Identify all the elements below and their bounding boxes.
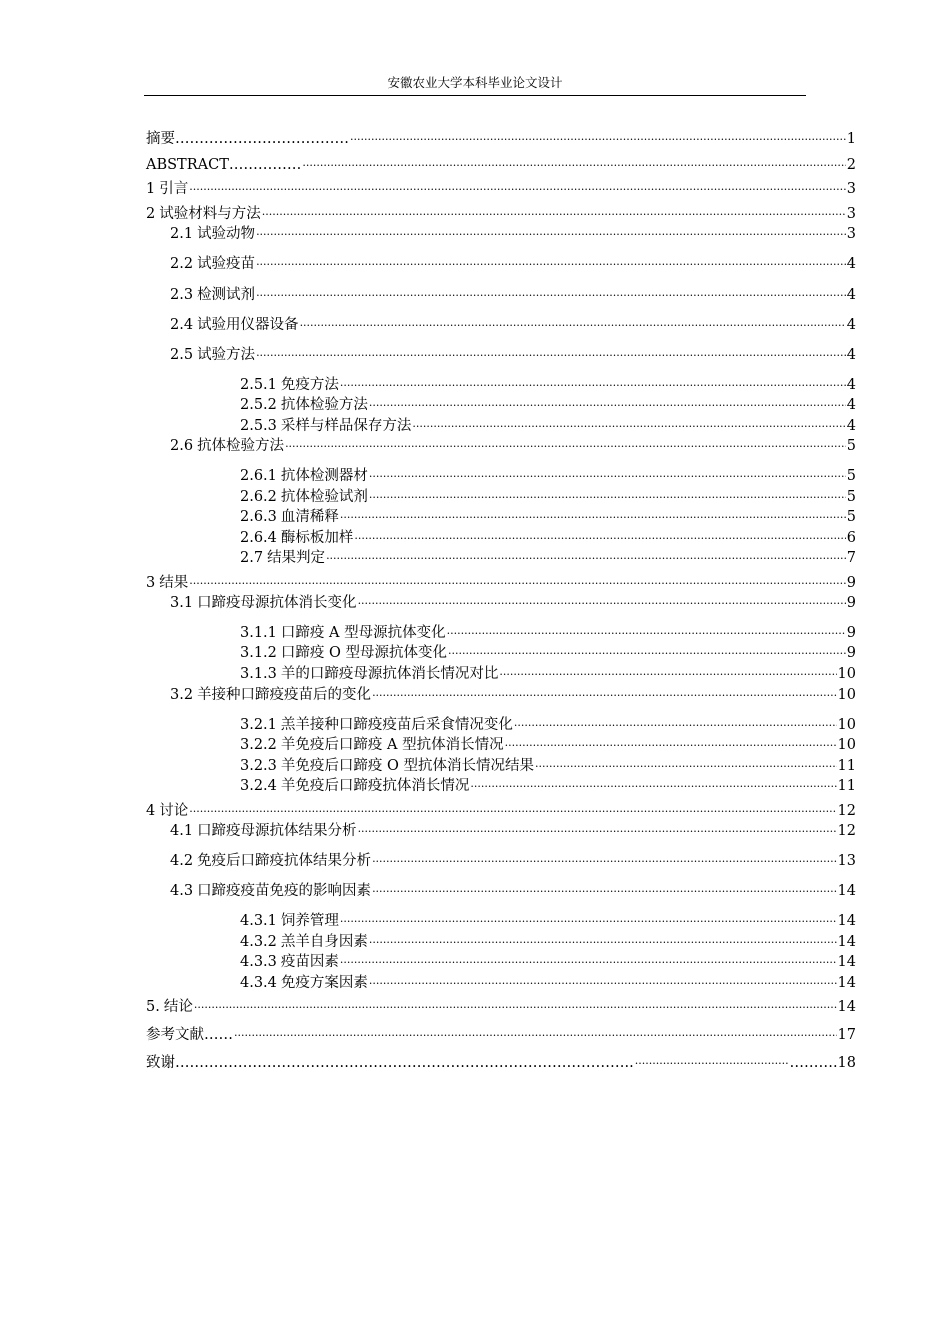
toc-dot-leader — [194, 997, 837, 1011]
toc-entry-number: 4.3.4 — [240, 975, 277, 991]
toc-entry[interactable] — [146, 573, 856, 593]
toc-entry-number: 4.3 — [170, 883, 194, 899]
toc-dot-leader — [369, 466, 846, 480]
toc-entry-title: 口蹄疫母源抗体结果分析 — [197, 823, 357, 839]
toc-entry-number: 2.6.3 — [240, 509, 277, 525]
toc-dot-leader — [369, 932, 837, 946]
toc-entry-title: 羊免疫后口蹄疫 A 型抗体消长情况 — [280, 737, 504, 753]
toc-dot-leader — [447, 623, 846, 637]
toc-dot-leader — [369, 395, 846, 409]
toc-entry-page: 14 — [837, 934, 856, 950]
toc-dot-leader — [300, 315, 846, 329]
toc-dot-leader — [262, 204, 846, 218]
toc-entry-title: 羊接种口蹄疫疫苗后的变化 — [197, 687, 372, 703]
toc-entry-page: 14 — [837, 954, 856, 970]
toc-entry-page: 4 — [846, 287, 856, 303]
toc-entry-title: 试验动物 — [197, 226, 256, 242]
toc-dot-leader — [358, 821, 837, 835]
toc-entry-number: 4.2 — [170, 853, 194, 869]
toc-entry[interactable] — [146, 179, 856, 199]
toc-entry-number: 4.3.1 — [240, 913, 277, 929]
toc-entry-number: 4.3.3 — [240, 954, 277, 970]
toc-entry[interactable] — [240, 756, 856, 776]
toc-entry-number: 2.4 — [170, 317, 194, 333]
toc-entry-number: 2.5.3 — [240, 418, 277, 434]
toc-entry-title: 抗体检验方法 — [280, 397, 368, 413]
toc-dot-leader — [358, 593, 846, 607]
toc-entry-title: 试验用仪器设备 — [197, 317, 299, 333]
toc-entry-title: 口蹄疫 A 型母源抗体变化 — [280, 625, 446, 641]
toc-entry-title: 摘要……………………………… — [146, 131, 349, 147]
toc-entry-title: 羊免疫后口蹄疫抗体消长情况 — [280, 778, 470, 794]
toc-dot-leader — [256, 224, 846, 238]
toc-entry-number: 4.1 — [170, 823, 194, 839]
toc-entry[interactable] — [170, 821, 856, 841]
toc-entry-title: 结论 — [163, 999, 193, 1015]
toc-entry-page: 17 — [837, 1027, 856, 1043]
toc-dot-leader — [234, 1025, 837, 1039]
toc-entry-title: 口蹄疫疫苗免疫的影响因素 — [197, 883, 372, 899]
toc-entry-title: 讨论 — [159, 803, 189, 819]
toc-entry-title: 口蹄疫 O 型母源抗体变化 — [280, 645, 448, 661]
toc-dot-leader — [448, 643, 846, 657]
toc-entry[interactable] — [240, 528, 856, 548]
toc-dot-leader — [326, 548, 846, 562]
toc-entry[interactable] — [240, 715, 856, 735]
toc-dot-leader — [285, 436, 846, 450]
toc-entry[interactable] — [170, 224, 856, 244]
toc-entry[interactable] — [240, 932, 856, 952]
toc-entry-title: 致谢………………………………………………………………………………….. — [146, 1055, 634, 1071]
toc-dot-leader — [535, 756, 837, 770]
toc-entry-page: 5 — [846, 468, 856, 484]
toc-entry-page: 4 — [846, 317, 856, 333]
toc-dot-leader — [189, 179, 846, 193]
toc-entry-page: 12 — [837, 823, 856, 839]
toc-entry-page: 3 — [846, 181, 856, 197]
toc-entry[interactable] — [170, 315, 856, 335]
toc-entry-number: 3.1 — [170, 595, 194, 611]
toc-entry[interactable] — [146, 155, 856, 175]
toc-entry[interactable] — [170, 436, 856, 456]
toc-entry-title: 引言 — [159, 181, 189, 197]
toc-entry[interactable] — [240, 548, 856, 568]
toc-dot-leader — [340, 375, 846, 389]
toc-entry[interactable] — [240, 375, 856, 395]
toc-dot-leader — [514, 715, 837, 729]
toc-dot-leader — [499, 664, 836, 678]
toc-dot-leader — [369, 973, 837, 987]
toc-dot-leader — [470, 776, 836, 790]
toc-entry-page: 7 — [846, 550, 856, 566]
toc-entry[interactable] — [146, 129, 856, 149]
toc-entry[interactable] — [146, 801, 856, 821]
toc-entry-number: 2.6.2 — [240, 489, 277, 505]
toc-entry-title: ABSTRACT…………… — [146, 157, 302, 173]
toc-entry-page: ……….18 — [789, 1055, 856, 1071]
toc-entry-page: 1 — [846, 131, 856, 147]
toc-entry[interactable] — [240, 395, 856, 415]
toc-entry-title: 免疫方法 — [280, 377, 339, 393]
toc-entry-page: 9 — [846, 575, 856, 591]
toc-entry-title: 羔羊自身因素 — [280, 934, 368, 950]
toc-entry-number: 5. — [146, 999, 160, 1015]
toc-entry-number: 1 — [146, 181, 156, 197]
toc-entry-number: 2.6 — [170, 438, 194, 454]
toc-entry-title: 试验方法 — [197, 347, 256, 363]
toc-entry-page: 14 — [837, 975, 856, 991]
toc-entry-page: 4 — [846, 397, 856, 413]
toc-entry-page: 10 — [837, 666, 856, 682]
toc-entry[interactable] — [170, 345, 856, 365]
toc-entry[interactable] — [170, 685, 856, 705]
toc-entry[interactable] — [240, 952, 856, 972]
toc-entry-number: 2.7 — [240, 550, 264, 566]
toc-entry[interactable] — [170, 254, 856, 274]
toc-entry-title: 检测试剂 — [197, 287, 256, 303]
toc-entry-page: 14 — [837, 883, 856, 899]
toc-entry-title: 试验材料与方法 — [159, 206, 261, 222]
toc-entry-page: 6 — [846, 530, 856, 546]
toc-entry-page: 3 — [846, 226, 856, 242]
toc-dot-leader — [354, 528, 845, 542]
toc-entry[interactable] — [240, 507, 856, 527]
toc-entry-title: 饲养管理 — [280, 913, 339, 929]
toc-entry-number: 3.1.1 — [240, 625, 277, 641]
toc-entry-number: 2.5.1 — [240, 377, 277, 393]
toc-entry[interactable] — [170, 593, 856, 613]
toc-dot-leader — [189, 573, 846, 587]
toc-entry-title: 免疫方案因素 — [280, 975, 368, 991]
toc-entry-page: 13 — [837, 853, 856, 869]
toc-entry-title: 结果 — [159, 575, 189, 591]
toc-entry-title: 抗体检验方法 — [197, 438, 285, 454]
toc-entry-number: 2.5.2 — [240, 397, 277, 413]
toc-entry[interactable] — [240, 911, 856, 931]
toc-entry-number: 4.3.2 — [240, 934, 277, 950]
toc-entry-page: 2 — [846, 157, 856, 173]
toc-entry-page: 14 — [837, 913, 856, 929]
toc-entry[interactable] — [146, 1025, 856, 1045]
toc-entry-page: 9 — [846, 645, 856, 661]
toc-entry-number: 4 — [146, 803, 156, 819]
toc-dot-leader — [372, 851, 836, 865]
toc-entry-number: 2.5 — [170, 347, 194, 363]
toc-entry-number: 2.2 — [170, 256, 194, 272]
toc-entry-title: 羊的口蹄疫母源抗体消长情况对比 — [280, 666, 499, 682]
toc-entry[interactable] — [146, 1053, 856, 1073]
toc-entry[interactable] — [240, 623, 856, 643]
toc-entry-page: 9 — [846, 625, 856, 641]
toc-entry-page: 10 — [837, 737, 856, 753]
toc-entry[interactable] — [240, 416, 856, 436]
toc-entry-number: 3.1.3 — [240, 666, 277, 682]
toc-entry[interactable] — [146, 204, 856, 224]
toc-entry-page: 9 — [846, 595, 856, 611]
toc-entry-number: 2.6.4 — [240, 530, 277, 546]
toc-dot-leader — [340, 952, 837, 966]
toc-entry-title: 血清稀释 — [280, 509, 339, 525]
toc-dot-leader — [302, 155, 845, 169]
toc-entry[interactable] — [240, 973, 856, 993]
toc-entry-number: 3 — [146, 575, 156, 591]
toc-entry-page: 5 — [846, 489, 856, 505]
toc-entry[interactable] — [240, 643, 856, 663]
toc-entry-number: 2.6.1 — [240, 468, 277, 484]
toc-entry-number: 3.2.1 — [240, 717, 277, 733]
toc-entry-page: 10 — [837, 717, 856, 733]
toc-entry-page: 10 — [837, 687, 856, 703]
toc-entry-number: 2 — [146, 206, 156, 222]
toc-entry-title: 采样与样品保存方法 — [280, 418, 412, 434]
toc-dot-leader — [412, 416, 845, 430]
toc-entry-title: 试验疫苗 — [197, 256, 256, 272]
toc-entry-number: 3.2.4 — [240, 778, 277, 794]
toc-dot-leader — [372, 685, 836, 699]
toc-entry-number: 3.2 — [170, 687, 194, 703]
toc-entry-title: 抗体检验试剂 — [280, 489, 368, 505]
toc-entry-title: 免疫后口蹄疫抗体结果分析 — [197, 853, 372, 869]
toc-dot-leader — [256, 285, 846, 299]
toc-entry[interactable] — [146, 997, 856, 1017]
toc-entry-number: 3.2.3 — [240, 758, 277, 774]
toc-entry-title: 抗体检测器材 — [280, 468, 368, 484]
toc-entry-title: 酶标板加样 — [280, 530, 354, 546]
header-title: 安徽农业大学本科毕业论文设计 — [387, 75, 563, 90]
toc-entry[interactable] — [240, 487, 856, 507]
toc-dot-leader — [505, 735, 837, 749]
toc-entry-page: 14 — [837, 999, 856, 1015]
toc-entry-page: 11 — [837, 758, 856, 774]
toc-entry[interactable] — [170, 851, 856, 871]
toc-entry-title: 羊免疫后口蹄疫 O 型抗体消长情况结果 — [280, 758, 535, 774]
toc-entry[interactable] — [240, 735, 856, 755]
toc-dot-leader — [256, 254, 846, 268]
toc-entry-title: 疫苗因素 — [280, 954, 339, 970]
toc-entry-page: 5 — [846, 438, 856, 454]
toc-entry-title: 口蹄疫母源抗体消长变化 — [197, 595, 357, 611]
toc-entry-number: 3.2.2 — [240, 737, 277, 753]
toc-entry-page: 12 — [837, 803, 856, 819]
toc-entry[interactable] — [170, 881, 856, 901]
toc-dot-leader — [350, 129, 846, 143]
toc-entry-number: 3.1.2 — [240, 645, 277, 661]
toc-dot-leader — [189, 801, 836, 815]
toc-entry[interactable] — [240, 466, 856, 486]
toc-entry-number: 2.1 — [170, 226, 194, 242]
toc-entry-page: 3 — [846, 206, 856, 222]
toc-dot-leader — [256, 345, 846, 359]
toc-dot-leader — [340, 911, 837, 925]
toc-entry-page: 4 — [846, 256, 856, 272]
toc-entry[interactable] — [240, 664, 856, 684]
toc-dot-leader — [635, 1053, 789, 1067]
toc-entry[interactable] — [170, 285, 856, 305]
toc-entry-number: 2.3 — [170, 287, 194, 303]
toc-dot-leader — [369, 487, 846, 501]
toc-dot-leader — [372, 881, 836, 895]
toc-entry-page: 11 — [837, 778, 856, 794]
toc-entry-page: 4 — [846, 377, 856, 393]
toc-entry-title: 参考文献…… — [146, 1027, 233, 1043]
toc-entry[interactable] — [240, 776, 856, 796]
toc-entry-title: 羔羊接种口蹄疫疫苗后采食情况变化 — [280, 717, 513, 733]
toc-entry-page: 5 — [846, 509, 856, 525]
toc-entry-page: 4 — [846, 347, 856, 363]
toc-entry-page: 4 — [846, 418, 856, 434]
toc-dot-leader — [340, 507, 846, 521]
toc-entry-title: 结果判定 — [267, 550, 326, 566]
